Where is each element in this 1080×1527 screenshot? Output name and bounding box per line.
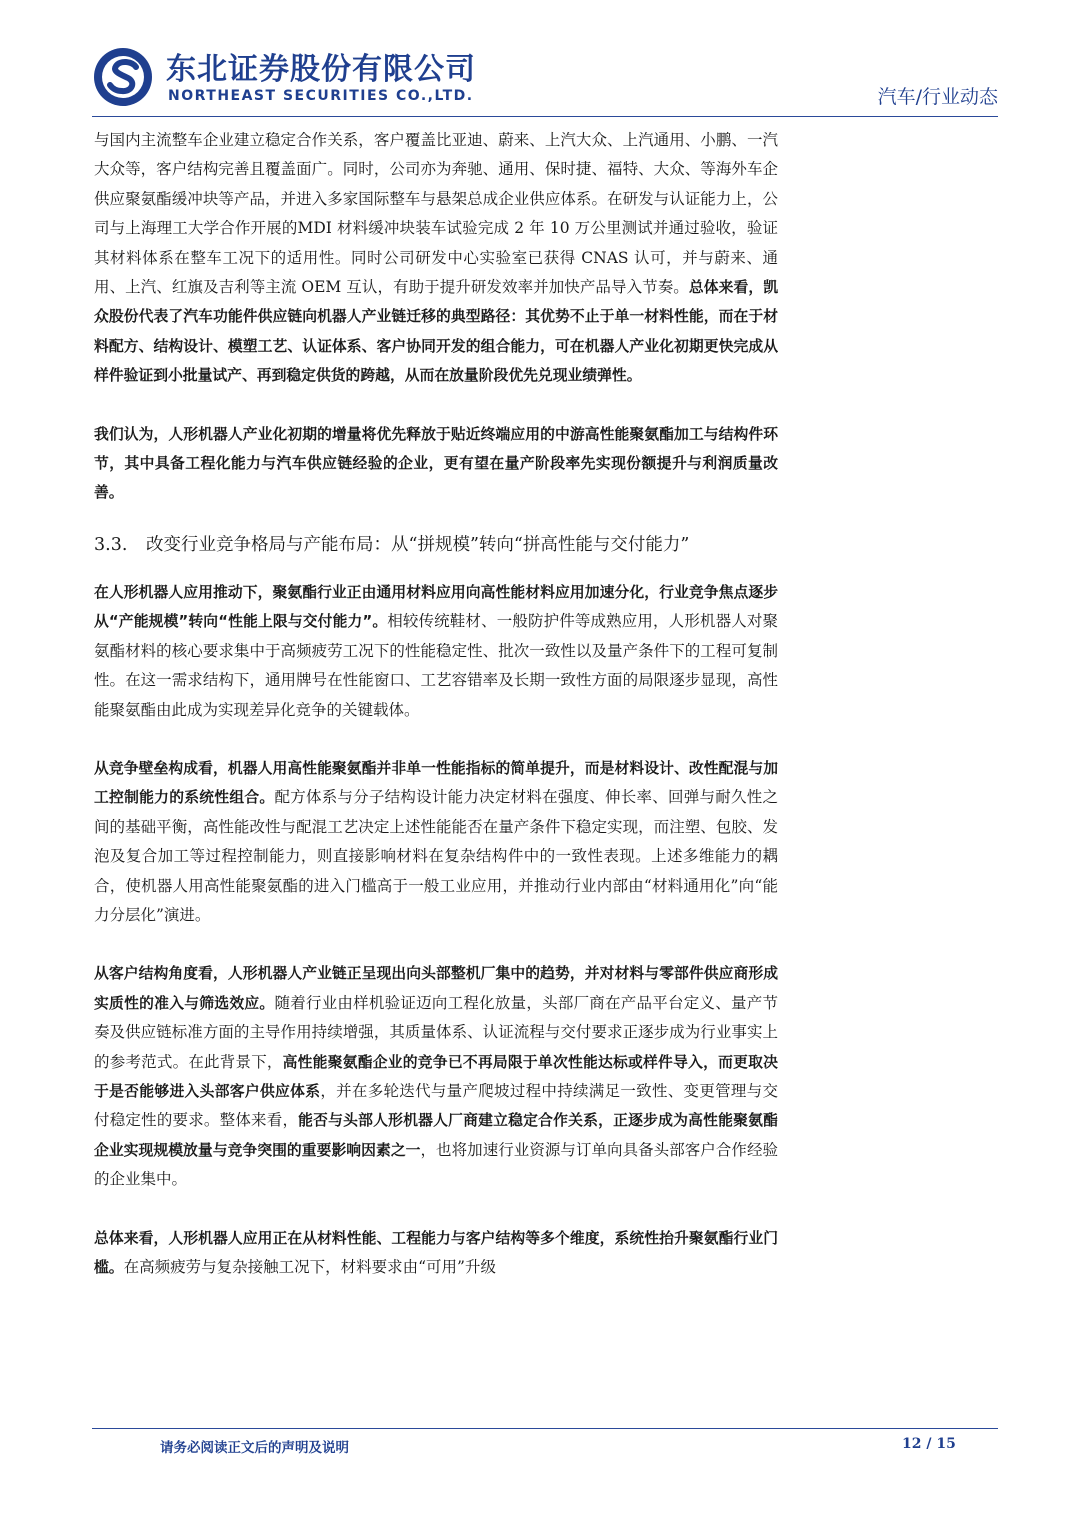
footer-divider [92, 1428, 998, 1429]
company-name-cn: 东北证券股份有限公司 [166, 52, 476, 87]
company-logo-icon [92, 46, 154, 108]
paragraph-text: 配方体系与分子结构设计能力决定材料在强度、伸长率、回弹与耐久性之间的基础平衡，高性能改性与配混工艺决定上述性能能否在量产条件下稳定实现，而注塑、包胶、发泡及复合加工等过程控制能力，则直接影响材料在复杂结构件中的一致性表现。上述多维能力的耦合，使机器人用高性能聚氨酯的进入门槛高于一般工业应用，并推动行业内部由“材料通用化”向“能力分层化”演进。 [94, 788, 778, 924]
footer-disclaimer: 请务必阅读正文后的声明及说明 [160, 1440, 349, 1456]
paragraph-barriers [94, 754, 778, 930]
paragraph-text: 相较传统鞋材、一般防护件等成熟应用，人形机器人对聚氨酯材料的核心要求集中于高频疲劳工况下的性能稳定性、批次一致性以及量产条件下的工程可复制性。在这一需求结构下，通用牌号在性能窗口、工艺容错率及长期一致性方面的局限逐步显现，高性能聚氨酯由此成为实现差异化竞争的关键载体。 [94, 612, 778, 719]
section-heading [94, 530, 778, 560]
paragraph-view [94, 420, 778, 508]
paragraph-emphasis: 在人形机器人应用推动下，聚氨酯行业正由通用材料应用向高性能材料应用加速分化，行业竞争焦点逐步从“产能规模”转向“性能上限与交付能力”。 [94, 583, 778, 631]
paragraph-emphasis: 总体来看，凯众股份代表了汽车功能件供应链向机器人产业链迁移的典型路径：其优势不止于单一材料性能，而在于材料配方、结构设计、模塑工艺、认证体系、客户协同开发的组合能力，可在机器人产业化初期更快完成从样件验证到小批量试产、再到稳定供货的跨越，从而在放量阶段优先兑现业绩弹性。 [94, 279, 778, 385]
paragraph-company-profile [94, 126, 778, 391]
company-name-en: NORTHEAST SECURITIES CO.,LTD. [168, 88, 474, 104]
paragraph-emphasis: 我们认为，人形机器人产业化初期的增量将优先释放于贴近终端应用的中游高性能聚氨酯加工与结构件环节，其中具备工程化能力与汽车供应链经验的企业，更有望在量产阶段率先实现份额提升与利润质量改善。 [94, 425, 778, 502]
paragraph-text: 随着行业由样机验证迈向工程化放量，头部厂商在产品平台定义、量产节奏及供应链标准方面的主导作用持续增强，其质量体系、认证流程与交付要求正逐步成为行业事实上的参考范式。在此背景下， [94, 993, 778, 1071]
paragraph-emphasis: 从竞争壁垒构成看，机器人用高性能聚氨酯并非单一性能指标的简单提升，而是材料设计、改性配混与加工控制能力的系统性组合。 [94, 759, 778, 807]
header-divider [92, 116, 998, 117]
paragraph-text: ，并在多轮迭代与量产爬坡过程中持续满足一致性、变更管理与交付稳定性的要求。整体来看， [94, 1081, 778, 1130]
paragraph-text: 在高频疲劳与复杂接触工况下，材料要求由“可用”升级 [123, 1258, 496, 1276]
page-header [92, 40, 998, 116]
report-category: 汽车/行业动态 [877, 86, 998, 108]
paragraph-emphasis: 从客户结构角度看，人形机器人产业链正呈现出向头部整机厂集中的趋势，并对材料与零部件供应商形成实质性的准入与筛选效应。 [94, 965, 778, 1012]
paragraph-summary [94, 1224, 778, 1283]
section-title: 改变行业竞争格局与产能布局：从“拼规模”转向“拼高性能与交付能力” [146, 534, 690, 555]
paragraph-differentiation [94, 578, 778, 725]
paragraph-emphasis: 总体来看，人形机器人应用正在从材料性能、工程能力与客户结构等多个维度，系统性抬升聚氨酯行业门槛。 [94, 1229, 778, 1276]
page-body [94, 126, 778, 1282]
paragraph-emphasis: 能否与头部人形机器人厂商建立稳定合作关系，正逐步成为高性能聚氨酯企业实现规模放量与竞争突围的重要影响因素之一 [94, 1112, 778, 1159]
paragraph-text: 与国内主流整车企业建立稳定合作关系，客户覆盖比亚迪、蔚来、上汽大众、上汽通用、小鹏、一汽大众等，客户结构完善且覆盖面广。同时，公司亦为奔驰、通用、保时捷、福特、大众、等海外车企供应聚氨酯缓冲块等产品，并进入多家国际整车与悬架总成企业供应体系。在研发与认证能力上，公司与上海理工大学合作开展的MDI 材料缓冲块装车试验完成 2 年 10 万公里测试并通过验收，验证其材料体系在整车工况下的适用性。同时公司研发中心实验室已获得 CNAS 认可，并与蔚来、通用、上汽、红旗及吉利等主流 OEM 互认，有助于提升研发效率并加快产品导入节奏。 [94, 131, 778, 297]
page-number: 12 / 15 [902, 1436, 956, 1452]
paragraph-emphasis: 高性能聚氨酯企业的竞争已不再局限于单次性能达标或样件导入，而更取决于是否能够进入头部客户供应体系 [94, 1053, 778, 1100]
paragraph-text: ，也将加速行业资源与订单向具备头部客户合作经验的企业集中。 [94, 1140, 778, 1189]
section-number: 3.3. [94, 534, 128, 555]
paragraph-customer-structure [94, 959, 778, 1194]
